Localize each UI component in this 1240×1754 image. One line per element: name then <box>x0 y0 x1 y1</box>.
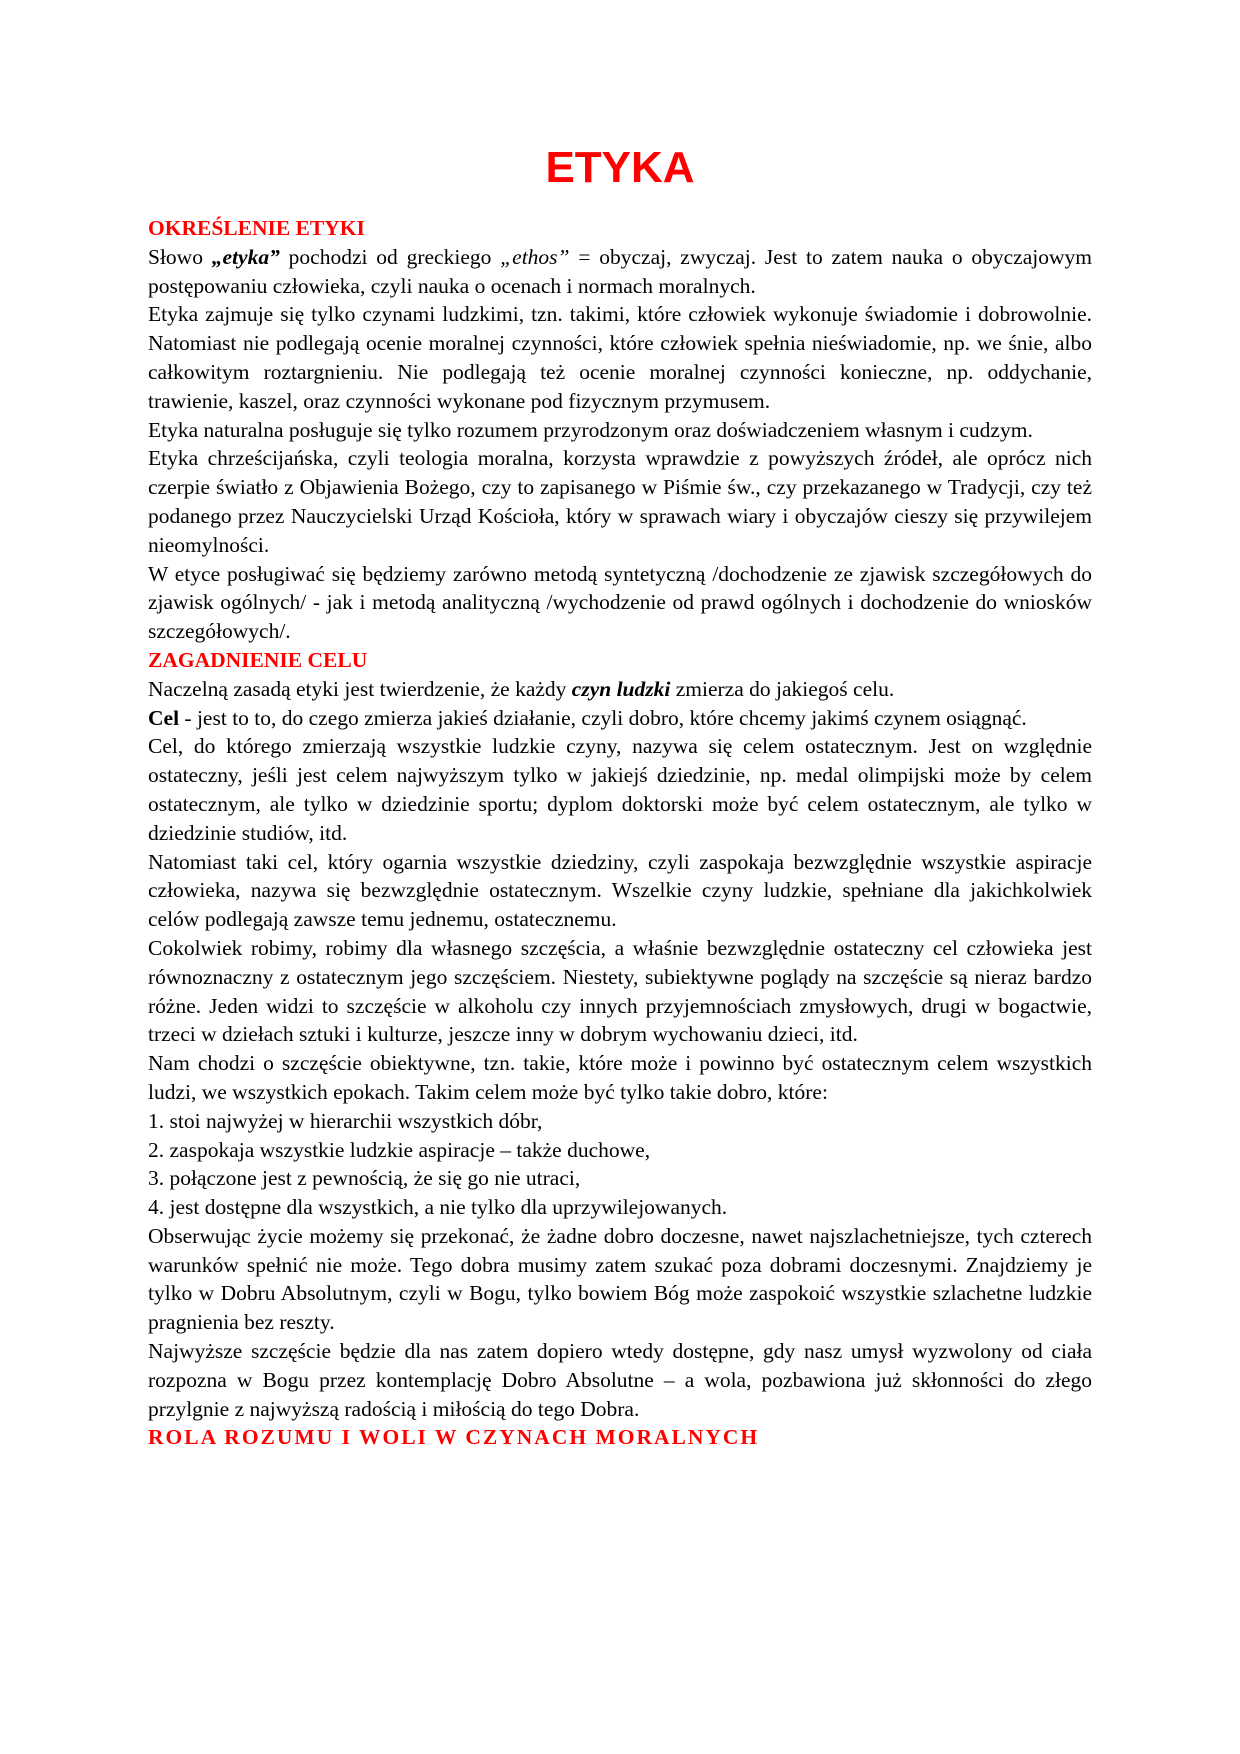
section-heading-definition: OKREŚLENIE ETYKI <box>148 216 365 240</box>
paragraph-methods: W etyce posługiwać się będziemy zarówno metodą syntetyczną /dochodzenie ze zjawisk szczegółowych do zjawisk ogólnych/ - jak i metodą analityczną /wychodzenie od prawd ogólnych i dochodzenie do wniosków szczegółowych/. <box>148 561 1092 644</box>
list-item: 2. zaspokaja wszystkie ludzkie aspiracje – także duchowe, <box>148 1137 651 1162</box>
section-heading-goal: ZAGADNIENIE CELU <box>148 647 368 672</box>
paragraph-goal-definition <box>148 704 1092 733</box>
paragraph-absolute-goal: Natomiast taki cel, który ogarnia wszystkie dziedziny, czyli zaspokaja bezwzględnie wszystkie aspiracje człowieka, nazywa się bezwzględnie ostatecznym. Wszelkie czyny ludzkie, spełniane dla jakichkolwiek celów podlegają zawsze temu jednemu, ostatecznemu. <box>148 849 1092 932</box>
term-cel: Cel <box>148 705 180 730</box>
conditions-list <box>148 1107 1092 1222</box>
text-run: Naczelną zasadą etyki jest twierdzenie, że każdy <box>148 676 572 701</box>
term-etyka: „etyka” <box>211 244 280 269</box>
document-content <box>148 138 1092 1452</box>
list-item: 4. jest dostępne dla wszystkich, a nie tylko dla uprzywilejowanych. <box>148 1195 728 1220</box>
paragraph-natural-ethics: Etyka naturalna posługuje się tylko rozumem przyrodzonym oraz doświadczeniem własnym i cudzym. <box>148 417 1033 442</box>
paragraph-relative-goal: Cel, do którego zmierzają wszystkie ludzkie czyny, nazywa się celem ostatecznym. Jest on względnie ostateczny, jeśli jest celem najwyższym tylko w jakiejś dziedzinie, np. medal olimpijski może by celem ostatecznym, ale tylko w dziedzinie sportu; dyplom doktorski może być celem ostatecznym, ale tylko w dziedzinie studiów, itd. <box>148 734 1092 845</box>
paragraph-absolute-good: Obserwując życie możemy się przekonać, że żadne dobro doczesne, nawet najszlachetniejsze, tych czterech warunków spełnić nie może. Tego dobra musimy zatem szukać poza dobrami doczesnymi. Znajdziemy je tylko w Dobru Absolutnym, czyli w Bogu, tylko bowiem Bóg może zaspokoić wszystkie szlachetne ludzkie pragnienia bez reszty. <box>148 1223 1092 1335</box>
list-item: 3. połączone jest z pewnością, że się go nie utraci, <box>148 1166 581 1191</box>
text-run: pochodzi od greckiego <box>279 244 501 269</box>
document-title: ETYKA <box>545 143 695 192</box>
text-run: - jest to to, do czego zmierza jakieś działanie, czyli dobro, które chcemy jakimś czynem osiągnąć. <box>179 705 1027 730</box>
paragraph-highest-happiness: Najwyższe szczęście będzie dla nas zatem dopiero wtedy dostępne, gdy nasz umysł wyzwolony od ciała rozpozna w Bogu przez kontemplację Dobro Absolutne – a wola, pozbawiona już skłonności do złego przylgnie z najwyższą radością i miłością do tego Dobra. <box>148 1339 1092 1421</box>
paragraph-word-origin <box>148 243 1092 301</box>
paragraph-christian-ethics: Etyka chrześcijańska, czyli teologia moralna, korzysta wprawdzie z powyższych źródeł, ale oprócz nich czerpie światło z Objawienia Bożego, czy to zapisanego w Piśmie św., czy przekazanego w Tradycji, czy też podanego przez Nauczycielski Urząd Kościoła, który w sprawach wiary i obyczajów cieszy się przywilejem nieomylności. <box>148 446 1092 557</box>
paragraph-scope: Etyka zajmuje się tylko czynami ludzkimi, tzn. takimi, które człowiek wykonuje świadomie i dobrowolnie. Natomiast nie podlegają ocenie moralnej czynności, które człowiek spełnia nieświadomie, np. we śnie, albo całkowitym roztargnieniu. Nie podlegają też ocenie moralnej czynności konieczne, np. oddychanie, trawienie, kaszel, oraz czynności wykonane pod fizycznym przymusem. <box>148 302 1092 413</box>
term-ethos: „ethos” <box>500 244 570 269</box>
text-run: Słowo <box>148 244 212 269</box>
term-czyn-ludzki: czyn ludzki <box>571 676 671 701</box>
list-item: 1. stoi najwyżej w hierarchii wszystkich dóbr, <box>148 1108 543 1133</box>
paragraph-principle <box>148 675 1092 704</box>
text-run: = obyczaj, zwyczaj. Jest to zatem nauka o obyczajowym postępowaniu człowieka, czyli nauka o ocenach i normach moralnych. <box>148 244 1092 298</box>
section-heading-reason-will: ROLA ROZUMU I WOLI W CZYNACH MORALNYCH <box>148 1425 760 1450</box>
paragraph-objective-happiness: Nam chodzi o szczęście obiektywne, tzn. takie, które może i powinno być ostatecznym celem wszystkich ludzi, we wszystkich epokach. Takim celem może być tylko takie dobro, które: <box>148 1051 1092 1104</box>
text-run: zmierza do jakiegoś celu. <box>670 676 895 701</box>
paragraph-happiness: Cokolwiek robimy, robimy dla własnego szczęścia, a właśnie bezwzględnie ostateczny cel człowieka jest równoznaczny z ostatecznym jego szczęściem. Niestety, subiektywne poglądy na szczęście są nieraz bardzo różne. Jeden widzi to szczęście w alkoholu czy innych przyjemnościach zmysłowych, drugi w bogactwie, trzeci w dziełach sztuki i kulturze, jeszcze inny w dobrym wychowaniu dzieci, itd. <box>148 935 1092 1047</box>
